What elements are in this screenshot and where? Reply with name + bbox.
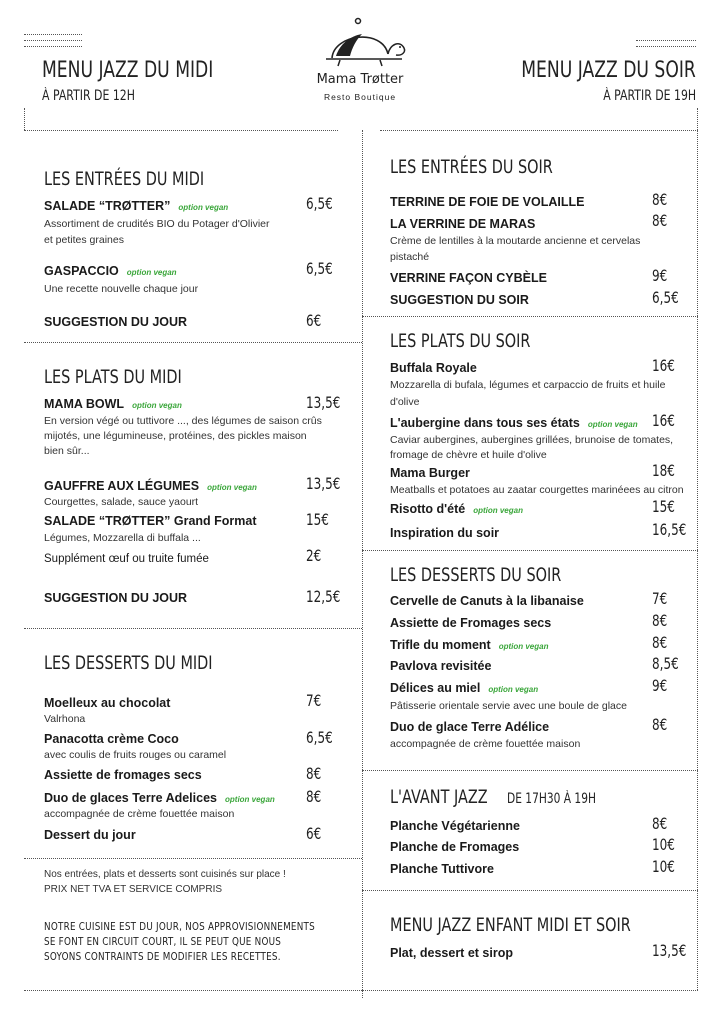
note-prix: PRIX NET TVA ET SERVICE COMPRIS [44,884,223,895]
section-title-desserts-soir: LES DESSERTS DU SOIR [390,564,562,586]
menu-item-price: 16€ [652,356,675,375]
menu-item-desc: bien sûr... [44,445,90,457]
menu-item-name: MAMA BOWL option vegan [44,397,182,411]
menu-item-price: 8€ [652,211,668,230]
note-cuisine-maison: Nos entrées, plats et desserts sont cuisinés sur place ! [44,869,286,880]
dotted-rule [24,990,362,991]
vegan-badge: option vegan [132,401,182,410]
menu-item-price: 6,5€ [306,728,333,747]
menu-item-price: 8€ [652,814,668,833]
section-title-plats-midi: LES PLATS DU MIDI [44,366,182,388]
dotted-rule [24,46,82,47]
menu-item-price: 13,5€ [306,474,341,493]
menu-item-desc: Mozzarella di bufala, légumes et carpaccio de fruits et huile [390,379,666,391]
note-approvisionnement: SE FONT EN CIRCUIT COURT, IL SE PEUT QUE NOUS [44,935,282,948]
vegan-badge: option vegan [587,420,638,429]
dotted-rule [636,46,696,47]
menu-item-desc: Courgettes, salade, sauce yaourt [44,496,199,508]
menu-item-name: Risotto d'été option vegan [390,502,523,516]
column-divider [362,130,363,998]
menu-item-name: Plat, dessert et sirop [390,946,513,960]
menu-item-desc: fromage de chèvre et huile d'olive [390,449,547,461]
menu-item-name: L'aubergine dans tous ses états option vegan [390,416,638,430]
brand-tagline: Resto Boutique [323,92,397,102]
menu-item-name: Buffala Royale [390,361,477,375]
menu-item-name: Dessert du jour [44,828,136,842]
menu-item-price: 8€ [306,787,322,806]
dotted-rule [24,628,362,629]
section-title-entrees-soir: LES ENTRÉES DU SOIR [390,156,553,178]
dotted-rule [380,130,698,131]
menu-item-desc: d'olive [390,396,420,408]
menu-item-name: SUGGESTION DU JOUR [44,591,188,605]
menu-item-price: 8€ [652,190,668,209]
menu-item-price: 6,5€ [306,194,333,213]
menu-item-price: 9€ [652,676,668,695]
menu-item-desc: pistaché [390,251,430,263]
menu-item-desc: Caviar aubergines, aubergines grillées, brunoise de tomates, [390,434,674,446]
menu-item-name: Délices au miel option vegan [390,681,539,695]
dotted-rule [24,858,362,859]
section-title-entrees-midi: LES ENTRÉES DU MIDI [44,168,205,190]
vegan-badge: option vegan [178,203,229,212]
menu-item-name: Mama Burger [390,466,470,480]
menu-item-name: GAUFFRE AUX LÉGUMES option vegan [44,479,257,493]
menu-item-name: Cervelle de Canuts à la libanaise [390,594,584,608]
dotted-rule [362,550,698,551]
menu-item-name: Assiette de Fromages secs [390,616,552,630]
note-approvisionnement: SOYONS CONTRAINTS DE MODIFIER LES RECETTES. [44,950,281,963]
menu-item-name: GASPACCIO option vegan [44,264,177,278]
menu-item-price: 10€ [652,857,675,876]
menu-item-price: 8€ [306,764,322,783]
menu-item-name: SUGGESTION DU JOUR [44,315,188,329]
menu-item-price: 9€ [652,266,668,285]
menu-item-name: Trifle du moment option vegan [390,638,549,652]
menu-item-price: 7€ [306,691,322,710]
menu-item-desc: et petites graines [44,234,124,246]
menu-item-name: Assiette de fromages secs [44,768,202,782]
menu-item-desc: mijotés, une légumineuse, protéines, des pickles maison [44,430,307,442]
dotted-rule [362,770,698,771]
menu-item-name: Planche Tuttivore [390,862,494,876]
menu-item-name: Planche Végétarienne [390,819,520,833]
menu-item-price: 6,5€ [652,288,679,307]
dotted-rule [636,40,696,41]
menu-item-price: 6,5€ [306,259,333,278]
menu-item-name: Supplément œuf ou truite fumée [44,553,209,565]
menu-item-price: 15€ [652,497,675,516]
menu-item-name: SALADE “TRØTTER” option vegan [44,199,229,213]
midi-menu-subtitle: À PARTIR DE 12H [42,88,135,104]
menu-item-desc: Assortiment de crudités BIO du Potager d'Olivier [44,218,270,230]
menu-item-price: 13,5€ [306,393,341,412]
menu-item-name: LA VERRINE DE MARAS [390,217,536,231]
section-title-plats-soir: LES PLATS DU SOIR [390,330,531,352]
vegan-badge: option vegan [207,483,257,492]
dotted-rule [24,108,25,130]
menu-item-name: Duo de glace Terre Adélice [390,720,550,734]
menu-item-desc: Légumes, Mozzarella di buffala ... [44,532,201,544]
menu-item-price: 13,5€ [652,941,687,960]
menu-item-desc: Une recette nouvelle chaque jour [44,283,199,295]
dotted-rule [362,316,698,317]
menu-item-desc: En version végé ou tuttivore ..., des légumes de saison crûs [44,415,322,427]
soir-menu-subtitle: À PARTIR DE 19H [603,88,696,104]
menu-item-name: SUGGESTION DU SOIR [390,293,529,307]
section-title-desserts-midi: LES DESSERTS DU MIDI [44,652,213,674]
vegan-badge: option vegan [126,268,177,277]
menu-item-price: 2€ [306,546,322,565]
section-title-menu-enfant: MENU JAZZ ENFANT MIDI ET SOIR [390,914,631,936]
menu-item-price: 10€ [652,835,675,854]
menu-item-price: 8€ [652,715,668,734]
menu-item-desc: accompagnée de crème fouettée maison [390,738,581,750]
section-title-avant-jazz: L'AVANT JAZZ DE 17H30 À 19H [390,786,596,808]
dotted-rule [24,130,338,131]
menu-item-desc: Meatballs et potatoes au zaatar courgettes marinéees au citron [390,484,684,496]
menu-item-desc: Pâtisserie orientale servie avec une boule de glace [390,700,627,712]
menu-item-price: 12,5€ [306,587,341,606]
menu-item-name: TERRINE DE FOIE DE VOLAILLE [390,195,585,209]
menu-item-name: Pavlova revisitée [390,659,492,673]
vegan-badge: option vegan [473,506,523,515]
menu-item-price: 18€ [652,461,675,480]
menu-item-price: 6€ [306,824,322,843]
dotted-rule [24,40,82,41]
cloche-turtle-logo [316,14,412,68]
menu-item-price: 8€ [652,611,668,630]
frame-edge [697,130,698,990]
dotted-rule [362,890,698,891]
vegan-badge: option vegan [498,642,549,651]
vegan-badge: option vegan [225,795,275,804]
menu-item-price: 8€ [652,633,668,652]
menu-item-name: VERRINE FAÇON CYBÈLE [390,271,547,285]
brand-name: Mama Trøtter [316,72,404,87]
menu-item-price: 6€ [306,311,322,330]
midi-menu-title: MENU JAZZ DU MIDI [42,58,214,83]
menu-item-name: Inspiration du soir [390,526,500,540]
menu-item-name: SALADE “TRØTTER” Grand Format [44,514,257,528]
vegan-badge: option vegan [488,685,539,694]
note-approvisionnement: NOTRE CUISINE EST DU JOUR, NOS APPROVISIONNEMENTS [44,920,315,933]
menu-item-desc: avec coulis de fruits rouges ou caramel [44,749,227,761]
menu-item-name: Panacotta crème Coco [44,732,179,746]
menu-item-price: 15€ [306,510,329,529]
menu-item-desc: Crème de lentilles à la moutarde ancienne et cervelas [390,235,641,247]
menu-item-desc: Valrhona [44,713,86,725]
menu-item-name: Duo de glaces Terre Adelices option vegan [44,791,275,805]
dotted-rule [697,108,698,130]
menu-item-price: 8,5€ [652,654,679,673]
menu-item-desc: accompagnée de crème fouettée maison [44,808,235,820]
menu-item-price: 16€ [652,411,675,430]
soir-menu-title: MENU JAZZ DU SOIR [521,58,696,83]
menu-item-price: 7€ [652,589,668,608]
menu-item-name: Moelleux au chocolat [44,696,171,710]
dotted-rule [24,34,82,35]
dotted-rule [362,990,698,991]
dotted-rule [24,342,362,343]
menu-item-name: Planche de Fromages [390,840,520,854]
menu-item-price: 16,5€ [652,520,687,539]
